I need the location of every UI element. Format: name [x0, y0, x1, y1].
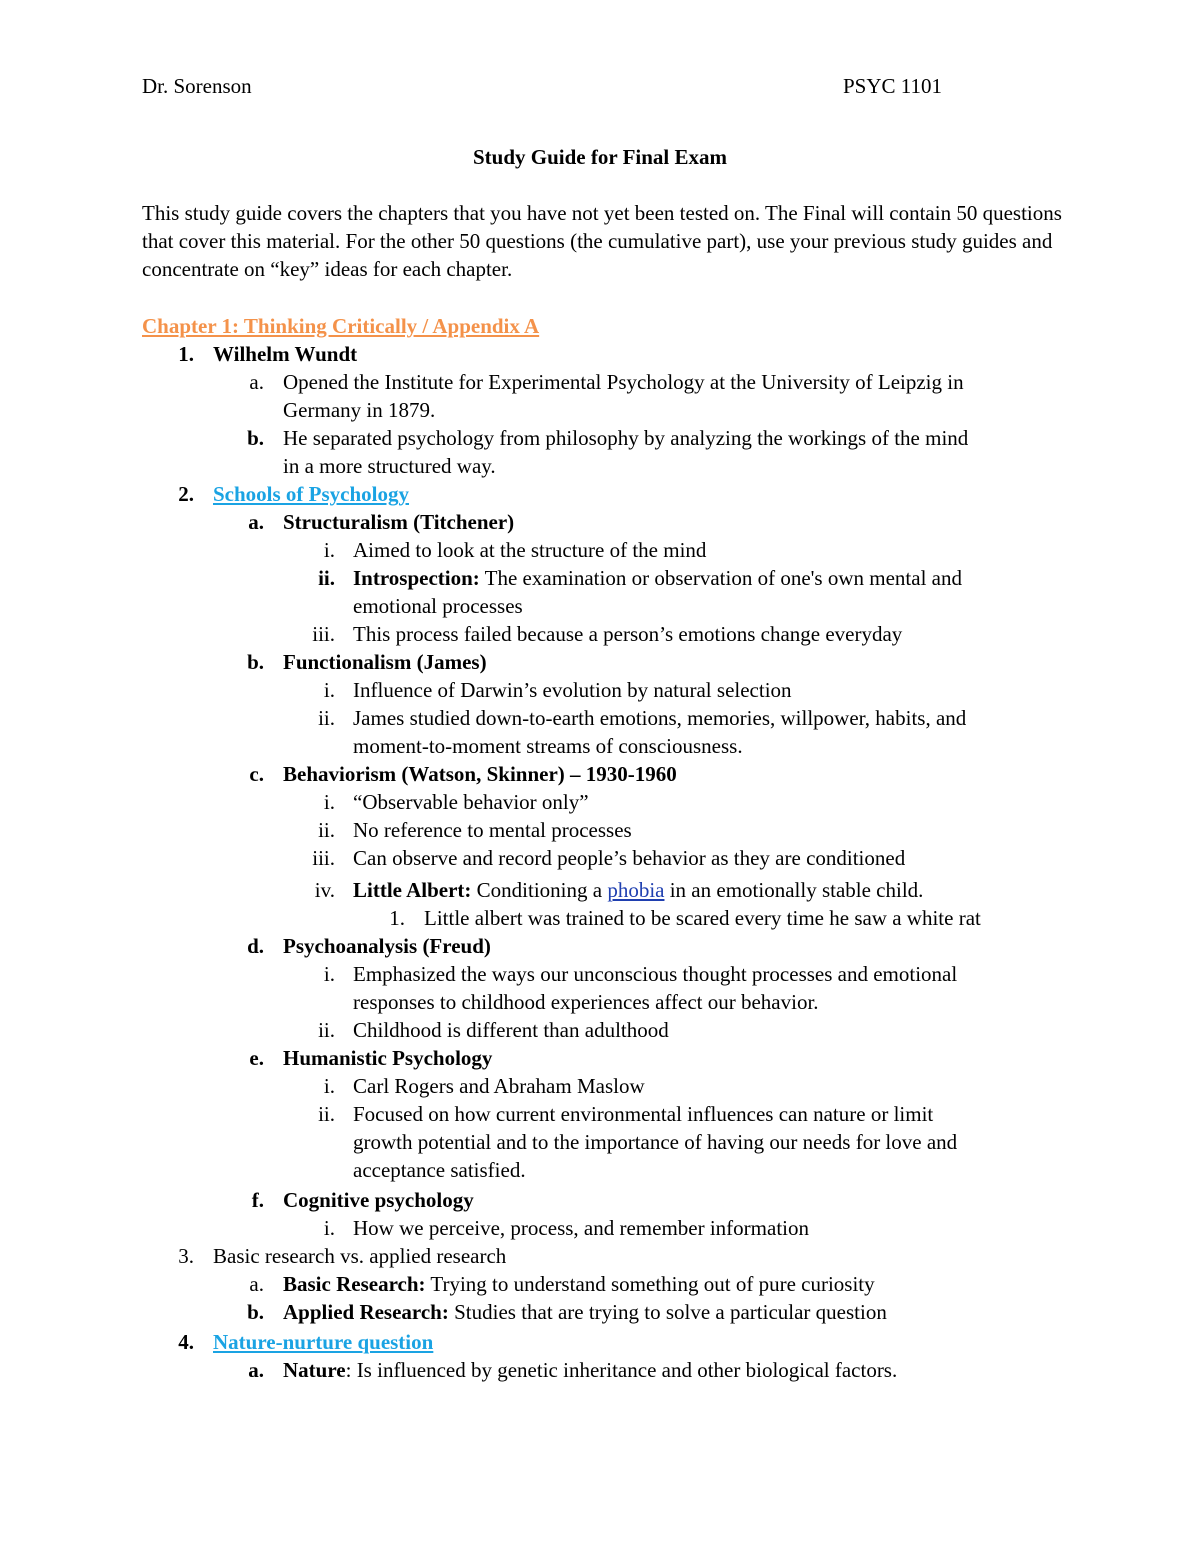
- list-marker: d.: [247, 934, 264, 958]
- term-definition: : Is influenced by genetic inheritance and other biological factors.: [345, 1358, 898, 1382]
- intro-paragraph: This study guide covers the chapters that you have not yet been tested on. The Final will contain 50 questions that cover this material. For the other 50 questions (the cumulative part), use your previous study guides and concentrate on “key” ideas for each chapter.: [142, 201, 1062, 281]
- list-item-text: He separated psychology from philosophy by analyzing the workings of the mind: [283, 426, 969, 450]
- term-definition: Studies that are trying to solve a particular question: [448, 1300, 887, 1324]
- list-item-applied-research: [283, 1299, 887, 1325]
- list-item-text: Influence of Darwin’s evolution by natural selection: [353, 678, 792, 702]
- list-item-nature: [283, 1357, 897, 1383]
- list-marker: a.: [248, 1358, 264, 1382]
- list-item-text: Opened the Institute for Experimental Psychology at the University of Leipzig in: [283, 370, 964, 394]
- list-marker: 2.: [178, 482, 194, 506]
- list-item-structuralism: Structuralism (Titchener): [283, 510, 515, 534]
- term-definition: Conditioning a: [471, 878, 608, 902]
- schools-of-psychology-link[interactable]: Schools of Psychology: [213, 482, 410, 506]
- list-marker: 1.: [178, 342, 194, 366]
- list-marker: iii.: [312, 622, 335, 646]
- term-label: Applied Research:: [283, 1300, 449, 1324]
- list-item-text: James studied down-to-earth emotions, memories, willpower, habits, and: [353, 706, 967, 730]
- list-item-text: Focused on how current environmental influences can nature or limit: [353, 1102, 934, 1126]
- term-label: Introspection:: [353, 566, 480, 590]
- list-item-text: Aimed to look at the structure of the mind: [353, 538, 707, 562]
- list-item-text: in a more structured way.: [283, 454, 496, 478]
- term-definition: Trying to understand something out of pure curiosity: [425, 1272, 875, 1296]
- list-item-introspection: [353, 565, 962, 591]
- list-marker: a.: [249, 1272, 264, 1296]
- list-marker: ii.: [318, 706, 335, 730]
- list-item-behaviorism: Behaviorism (Watson, Skinner) – 1930-1960: [283, 762, 677, 786]
- list-marker: iv.: [314, 878, 335, 902]
- list-item-text: This process failed because a person’s emotions change everyday: [353, 622, 903, 646]
- page-title: Study Guide for Final Exam: [473, 145, 727, 169]
- list-item-text: moment-to-moment streams of consciousness.: [353, 734, 743, 758]
- list-item-cognitive: Cognitive psychology: [283, 1188, 474, 1212]
- list-item-wundt: Wilhelm Wundt: [213, 342, 358, 366]
- list-marker: ii.: [318, 566, 335, 590]
- list-marker: 4.: [178, 1330, 194, 1354]
- list-marker: c.: [249, 762, 264, 786]
- header-instructor: Dr. Sorenson: [142, 74, 252, 98]
- list-item-text: “Observable behavior only”: [353, 790, 589, 814]
- list-marker: a.: [249, 370, 264, 394]
- list-marker: a.: [248, 510, 264, 534]
- list-marker: i.: [323, 790, 335, 814]
- chapter-heading-link[interactable]: Chapter 1: Thinking Critically / Appendix A: [142, 314, 540, 338]
- list-marker: ii.: [318, 818, 335, 842]
- list-marker: b.: [247, 426, 264, 450]
- list-item-text: Germany in 1879.: [283, 398, 436, 422]
- nature-nurture-link[interactable]: Nature-nurture question: [213, 1330, 434, 1354]
- list-item-text: Emphasized the ways our unconscious thought processes and emotional: [353, 962, 958, 986]
- list-marker: f.: [251, 1188, 264, 1212]
- list-item-text: emotional processes: [353, 594, 523, 618]
- term-label: Little Albert:: [353, 878, 472, 902]
- list-marker: ii.: [318, 1102, 335, 1126]
- list-marker: 1.: [389, 906, 405, 930]
- list-item-text: How we perceive, process, and remember information: [353, 1216, 809, 1240]
- list-item-text: responses to childhood experiences affect our behavior.: [353, 990, 819, 1014]
- list-item-text: Little albert was trained to be scared every time he saw a white rat: [424, 906, 981, 930]
- term-definition: The examination or observation of one's own mental and: [479, 566, 962, 590]
- list-item-basic-research: [283, 1271, 875, 1297]
- list-item-text: Carl Rogers and Abraham Maslow: [353, 1074, 645, 1098]
- list-item-text: No reference to mental processes: [353, 818, 632, 842]
- list-marker: b.: [247, 650, 264, 674]
- list-marker: 3.: [178, 1244, 194, 1268]
- list-item-text: Can observe and record people’s behavior as they are conditioned: [353, 846, 906, 870]
- list-item-psychoanalysis: Psychoanalysis (Freud): [283, 934, 491, 958]
- list-marker: i.: [323, 538, 335, 562]
- list-item-functionalism: Functionalism (James): [283, 650, 487, 674]
- term-definition: in an emotionally stable child.: [664, 878, 924, 902]
- term-label: Nature: [283, 1358, 346, 1382]
- list-marker: i.: [323, 1216, 335, 1240]
- list-item-little-albert: [353, 877, 923, 903]
- term-label: Basic Research:: [283, 1272, 426, 1296]
- list-marker: i.: [323, 678, 335, 702]
- list-marker: e.: [249, 1046, 264, 1070]
- list-item-text: Childhood is different than adulthood: [353, 1018, 669, 1042]
- list-item-text: growth potential and to the importance of having our needs for love and: [353, 1130, 958, 1154]
- list-marker: b.: [247, 1300, 264, 1324]
- header-course: PSYC 1101: [843, 74, 943, 98]
- list-item-humanistic: Humanistic Psychology: [283, 1046, 493, 1070]
- list-marker: ii.: [318, 1018, 335, 1042]
- list-item-research: Basic research vs. applied research: [213, 1244, 507, 1268]
- list-item-text: acceptance satisfied.: [353, 1158, 526, 1182]
- list-marker: i.: [323, 1074, 335, 1098]
- list-marker: i.: [323, 962, 335, 986]
- list-marker: iii.: [312, 846, 335, 870]
- phobia-link[interactable]: phobia: [607, 878, 665, 902]
